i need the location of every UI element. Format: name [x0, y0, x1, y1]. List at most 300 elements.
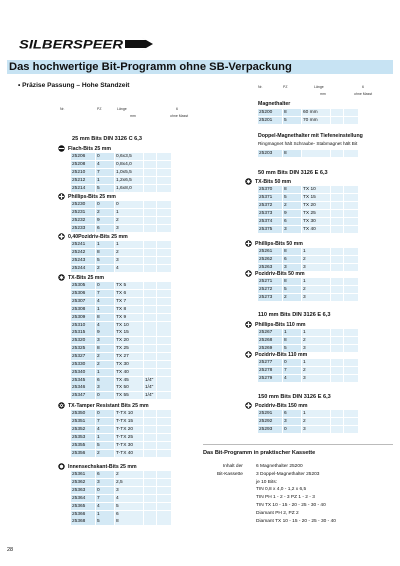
product-table: [258, 359, 359, 383]
size-cell: 3: [302, 345, 330, 352]
table-row: [71, 184, 172, 192]
article-number-cell: 25375: [258, 226, 282, 233]
drive-cell: [144, 353, 156, 360]
check-digit-cell: 1: [96, 177, 114, 184]
table-row: [71, 313, 172, 321]
size-cell: 3: [115, 487, 143, 494]
check-digit-cell: 2: [96, 265, 114, 272]
table-row: [71, 337, 172, 345]
col-header-mm-right: mm: [320, 92, 326, 96]
drive-cell: [331, 345, 343, 352]
extra-cell: [344, 256, 358, 263]
col-header-nr: Nr.: [60, 107, 65, 111]
check-digit-cell: 2: [96, 353, 114, 360]
table-row: [71, 471, 172, 479]
drive-cell: [331, 337, 343, 344]
product-table: [258, 186, 359, 233]
extra-cell: [157, 314, 171, 321]
pozidriv-icon: [245, 402, 252, 409]
article-number-cell: 25231: [71, 209, 95, 216]
size-cell: 3: [115, 225, 143, 232]
table-row: [258, 225, 359, 233]
table-row: [258, 256, 359, 264]
article-number-cell: 25352: [71, 426, 95, 433]
drive-cell: [144, 225, 156, 232]
article-number-cell: 25351: [71, 418, 95, 425]
drive-cell: [144, 257, 156, 264]
article-number-cell: 25272: [258, 286, 282, 293]
article-number-cell: 25230: [71, 201, 95, 208]
drive-cell: [144, 410, 156, 417]
article-number-cell: 25347: [71, 392, 95, 399]
extra-cell: [344, 337, 358, 344]
hex-socket-icon: [58, 463, 65, 470]
article-number-cell: 25200: [258, 109, 282, 116]
extra-cell: [157, 177, 171, 184]
col-header-pz: PZ: [97, 107, 102, 111]
col-header-laenge: Länge: [117, 107, 127, 111]
extra-cell: [344, 248, 358, 255]
size-cell: T-TX 25: [115, 434, 143, 441]
size-cell: T-TX 15: [115, 418, 143, 425]
torx-icon: [58, 274, 65, 281]
table-row: [258, 375, 359, 383]
extra-cell: [157, 185, 171, 192]
size-cell: 2: [302, 286, 330, 293]
check-digit-cell: 2: [96, 209, 114, 216]
check-digit-cell: 1: [96, 306, 114, 313]
drive-cell: [144, 418, 156, 425]
size-cell: TX 27: [115, 353, 143, 360]
article-number-cell: 25277: [258, 359, 282, 366]
group-title: Innensechskant-Bits 25 mm: [68, 463, 137, 470]
article-number-cell: 25244: [71, 265, 95, 272]
extra-cell: [344, 210, 358, 217]
table-row: [71, 169, 172, 177]
article-number-cell: 25350: [71, 410, 95, 417]
extra-cell: [157, 161, 171, 168]
pozidriv-icon: [245, 351, 252, 358]
check-digit-cell: 5: [96, 257, 114, 264]
size-cell: 4: [115, 265, 143, 272]
article-number-cell: 25327: [71, 353, 95, 360]
size-cell: 2: [115, 471, 143, 478]
extra-cell: [344, 426, 358, 433]
extra-cell: [157, 345, 171, 352]
check-digit-cell: 0: [96, 410, 114, 417]
size-cell: 1,2x6,5: [115, 177, 143, 184]
table-row: [71, 426, 172, 434]
size-cell: TX 30: [115, 361, 143, 368]
drive-cell: [144, 185, 156, 192]
group-header: [245, 321, 305, 328]
article-number-cell: 25305: [71, 282, 95, 289]
size-cell: TX 30: [302, 218, 330, 225]
article-number-cell: 25340: [71, 369, 95, 376]
drive-cell: [331, 226, 343, 233]
drive-cell: [144, 161, 156, 168]
size-cell: 1: [302, 248, 330, 255]
extra-cell: [344, 367, 358, 374]
size-cell: TX 20: [302, 202, 330, 209]
size-cell: 1: [115, 241, 143, 248]
article-number-cell: 25306: [71, 290, 95, 297]
section-title-110mm: 110 mm Bits DIN 3126 E 6,3: [258, 312, 331, 318]
size-cell: 70 mm: [302, 117, 330, 124]
extra-cell: [344, 109, 358, 116]
size-cell: 1: [302, 359, 330, 366]
drive-cell: [144, 322, 156, 329]
check-digit-cell: 8: [283, 278, 301, 285]
drive-cell: [144, 306, 156, 313]
drive-cell: [331, 186, 343, 193]
extra-cell: [157, 249, 171, 256]
extra-cell: [157, 418, 171, 425]
check-digit-cell: 8: [283, 186, 301, 193]
article-number-cell: 25310: [71, 322, 95, 329]
magnethalter-title: Magnethalter: [258, 101, 291, 107]
extra-cell: [157, 487, 171, 494]
size-cell: TX 10: [115, 322, 143, 329]
drive-cell: [331, 359, 343, 366]
extra-cell: [157, 153, 171, 160]
table-row: [71, 376, 172, 384]
article-number-cell: 25363: [71, 487, 95, 494]
col-header-mm: mm: [130, 114, 136, 118]
group-title: Phillips-Bits 25 mm: [68, 193, 116, 200]
check-digit-cell: 1: [96, 241, 114, 248]
drive-cell: [144, 217, 156, 224]
group-title: TX-Bits 50 mm: [255, 178, 292, 185]
size-cell: 1: [115, 209, 143, 216]
extra-cell: [157, 495, 171, 502]
drive-cell: [331, 210, 343, 217]
product-table: [258, 278, 359, 302]
group-header: [245, 351, 307, 358]
article-number-cell: 25320: [71, 337, 95, 344]
drive-cell: [144, 479, 156, 486]
section-title-50mm: 50 mm Bits DIN 3126 E 6,3: [258, 170, 328, 176]
article-number-cell: 25325: [71, 345, 95, 352]
drive-cell: [144, 518, 156, 525]
extra-cell: [344, 202, 358, 209]
drive-cell: [144, 241, 156, 248]
table-row: [71, 209, 172, 217]
extra-cell: [157, 410, 171, 417]
check-digit-cell: 1: [283, 329, 301, 336]
check-digit-cell: 5: [96, 442, 114, 449]
torx-icon: [245, 178, 252, 185]
drive-cell: [144, 450, 156, 457]
check-digit-cell: 2: [96, 450, 114, 457]
table-row: [258, 337, 359, 345]
table-row: [258, 294, 359, 302]
group-header: [245, 402, 307, 409]
drive-cell: [144, 503, 156, 510]
size-cell: 2: [115, 249, 143, 256]
kassette-line: Diamant PH 2, PZ 2: [256, 510, 299, 516]
table-row: [71, 298, 172, 306]
size-cell: TX 10: [302, 186, 330, 193]
size-cell: TX 5: [115, 282, 143, 289]
product-table: [71, 241, 172, 272]
feature-bullet: • Präzise Passung – Hohe Standzeit: [18, 82, 130, 89]
table-row: [71, 321, 172, 329]
article-number-cell: 25268: [258, 337, 282, 344]
table-row: [71, 368, 172, 376]
product-table: [71, 153, 172, 192]
extra-cell: [157, 241, 171, 248]
table-row: [71, 392, 172, 400]
kassette-line: TIN TX 10 - 15 - 20 - 25 - 30 - 40: [256, 502, 326, 508]
article-number-cell: 25291: [258, 410, 282, 417]
size-cell: TX 7: [115, 298, 143, 305]
drive-cell: [331, 150, 343, 157]
article-number-cell: 25374: [258, 218, 282, 225]
size-cell: TX 15: [115, 329, 143, 336]
drive-cell: [144, 511, 156, 518]
drive-cell: [331, 418, 343, 425]
article-number-cell: 25210: [71, 169, 95, 176]
drive-cell: [331, 329, 343, 336]
torx-tamper-icon: [58, 402, 65, 409]
drive-cell: [331, 294, 343, 301]
kassette-divider: [203, 444, 393, 445]
size-cell: TX 25: [302, 210, 330, 217]
article-number-cell: 25361: [71, 471, 95, 478]
extra-cell: [344, 194, 358, 201]
check-digit-cell: 0: [96, 201, 114, 208]
size-cell: 1: [302, 329, 330, 336]
drive-cell: [144, 361, 156, 368]
drive-cell: [331, 117, 343, 124]
drive-cell: [144, 169, 156, 176]
drive-cell: [331, 286, 343, 293]
pozidriv-icon: [58, 233, 65, 240]
check-digit-cell: 6: [96, 225, 114, 232]
extra-cell: [344, 278, 358, 285]
table-row: [71, 241, 172, 249]
check-digit-cell: 4: [283, 375, 301, 382]
table-row: [258, 418, 359, 426]
table-row: [258, 278, 359, 286]
size-cell: 1: [302, 410, 330, 417]
col-header-pz-right: PZ: [283, 85, 288, 89]
size-cell: 2: [302, 418, 330, 425]
article-number-cell: 25203: [258, 150, 282, 157]
table-row: [71, 495, 172, 503]
extra-cell: [157, 282, 171, 289]
kassette-label: [217, 463, 243, 479]
table-row: [258, 210, 359, 218]
kassette-line: 3 Doppel-Magnethalter 25203: [256, 471, 320, 477]
article-number-cell: 25307: [71, 298, 95, 305]
product-table: [71, 410, 172, 457]
col-header-ohne-mass: ohne Masst: [170, 114, 189, 118]
check-digit-cell: 6: [283, 218, 301, 225]
size-cell: 0: [115, 201, 143, 208]
drive-cell: [331, 278, 343, 285]
extra-cell: [157, 329, 171, 336]
phillips-icon: [58, 193, 65, 200]
check-digit-cell: 6: [283, 256, 301, 263]
group-title: TX-Tamper Resistant Bits 25 mm: [68, 402, 149, 409]
article-number-cell: 25212: [71, 177, 95, 184]
check-digit-cell: 7: [96, 290, 114, 297]
table-row: [71, 418, 172, 426]
product-table: [258, 329, 359, 353]
drive-cell: [331, 410, 343, 417]
article-number-cell: 25233: [71, 225, 95, 232]
table-row: [71, 353, 172, 361]
check-digit-cell: 6: [283, 410, 301, 417]
check-digit-cell: 5: [283, 286, 301, 293]
extra-cell: [344, 410, 358, 417]
check-digit-cell: 0: [96, 153, 114, 160]
drive-cell: [144, 282, 156, 289]
section-title-25mm: 25 mm Bits DIN 3126 C 6,3: [72, 136, 142, 142]
check-digit-cell: 3: [283, 418, 301, 425]
group-header: [245, 270, 305, 277]
extra-cell: [157, 392, 171, 399]
check-digit-cell: 0: [96, 392, 114, 399]
check-digit-cell: 3: [96, 479, 114, 486]
kassette-label-line1: Inhalt der: [222, 464, 243, 469]
check-digit-cell: 6: [96, 377, 114, 384]
article-number-cell: 25214: [71, 185, 95, 192]
article-number-cell: 25243: [71, 257, 95, 264]
table-row: [71, 225, 172, 233]
article-number-cell: 25206: [71, 153, 95, 160]
extra-cell: [157, 290, 171, 297]
extra-cell: [157, 169, 171, 176]
article-number-cell: 25232: [71, 217, 95, 224]
check-digit-cell: 8: [96, 345, 114, 352]
check-digit-cell: 9: [96, 217, 114, 224]
size-cell: TX 55: [115, 392, 143, 399]
group-title: Pozidriv-Bits 50 mm: [255, 270, 305, 277]
logo-wordmark: SILBERSPEER: [19, 37, 124, 52]
check-digit-cell: 6: [96, 471, 114, 478]
table-row: [71, 265, 172, 273]
size-cell: 1: [302, 278, 330, 285]
table-row: [258, 359, 359, 367]
size-cell: 1,6x8,0: [115, 185, 143, 192]
extra-cell: [157, 257, 171, 264]
drive-cell: [144, 290, 156, 297]
size-cell: T-TX 30: [115, 442, 143, 449]
drive-cell: [331, 218, 343, 225]
check-digit-cell: 5: [96, 185, 114, 192]
check-digit-cell: 9: [96, 329, 114, 336]
article-number-cell: 25262: [258, 256, 282, 263]
size-cell: 5: [115, 503, 143, 510]
group-header: [58, 274, 104, 281]
check-digit-cell: 3: [96, 337, 114, 344]
article-number-cell: 25356: [71, 450, 95, 457]
extra-cell: [157, 353, 171, 360]
extra-cell: [157, 377, 171, 384]
drive-cell: [144, 434, 156, 441]
extra-cell: [157, 306, 171, 313]
extra-cell: [344, 218, 358, 225]
check-digit-cell: 7: [96, 169, 114, 176]
group-header: [245, 178, 291, 185]
col-header-ohne-mass-right: ohne Masst: [354, 92, 373, 96]
size-cell: 2,5: [115, 479, 143, 486]
table-row: [71, 282, 172, 290]
extra-cell: [344, 359, 358, 366]
size-cell: TX 40: [115, 369, 143, 376]
check-digit-cell: 4: [96, 298, 114, 305]
phillips-icon: [245, 240, 252, 247]
table-row: [258, 286, 359, 294]
table-row: [71, 201, 172, 209]
group-title: Pozidriv-Bits 150 mm: [255, 402, 308, 409]
drive-cell: [331, 367, 343, 374]
col-header-6: 6: [176, 107, 178, 111]
article-number-cell: 25242: [71, 249, 95, 256]
article-number-cell: 25279: [258, 375, 282, 382]
check-digit-cell: 3: [96, 384, 114, 391]
extra-cell: [344, 150, 358, 157]
drive-cell: [331, 264, 343, 271]
drive-cell: [331, 109, 343, 116]
table-row: [71, 217, 172, 225]
check-digit-cell: 5: [283, 345, 301, 352]
drive-cell: [144, 329, 156, 336]
size-cell: 60 mm: [302, 109, 330, 116]
check-digit-cell: 8: [96, 314, 114, 321]
table-row: [258, 194, 359, 202]
check-digit-cell: 0: [96, 282, 114, 289]
extra-cell: [157, 518, 171, 525]
article-number-cell: 25366: [71, 511, 95, 518]
check-digit-cell: 7: [96, 495, 114, 502]
article-number-cell: 25330: [71, 361, 95, 368]
table-row: [258, 410, 359, 418]
size-cell: 3: [115, 257, 143, 264]
phillips-icon: [245, 321, 252, 328]
article-number-cell: 25271: [258, 278, 282, 285]
extra-cell: [157, 471, 171, 478]
size-cell: TX 45: [115, 377, 143, 384]
product-table: [258, 410, 359, 434]
size-cell: 0,8x4,0: [115, 161, 143, 168]
check-digit-cell: 9: [283, 210, 301, 217]
table-row: [71, 153, 172, 161]
extra-cell: [157, 369, 171, 376]
table-row: [71, 177, 172, 185]
drive-cell: [144, 209, 156, 216]
doppel-magnethalter-title: Doppel-Magnethalter mit Tiefeneinstellung: [258, 133, 363, 139]
extra-cell: [157, 450, 171, 457]
drive-cell: [144, 471, 156, 478]
drive-cell: [331, 248, 343, 255]
extra-cell: [157, 217, 171, 224]
check-digit-cell: 1: [96, 434, 114, 441]
group-header: [58, 145, 111, 152]
extra-cell: [344, 345, 358, 352]
drive-cell: [144, 369, 156, 376]
extra-cell: [344, 226, 358, 233]
col-header-6-right: 6: [362, 85, 364, 89]
check-digit-cell: 1: [96, 369, 114, 376]
group-title: Flach-Bits 25 mm: [68, 145, 111, 152]
check-digit-cell: 5: [283, 117, 301, 124]
group-header: [58, 193, 116, 200]
group-title: Pozidriv-Bits 110 mm: [255, 351, 308, 358]
